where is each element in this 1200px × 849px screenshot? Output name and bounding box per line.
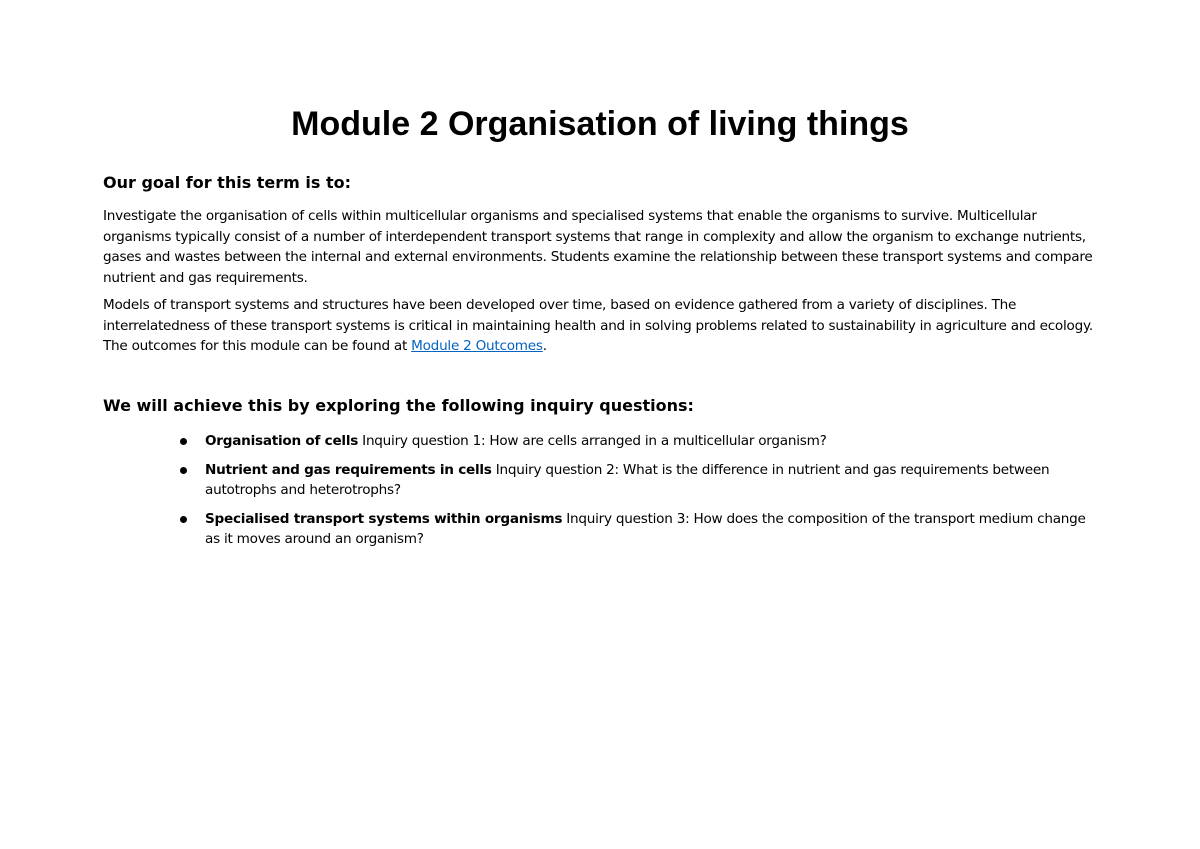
question-text: Inquiry question 3: How does the composition of the transport medium change as it moves around an organism? — [205, 510, 1086, 547]
page-title: Module 2 Organisation of living things — [291, 105, 909, 143]
question-topic: Nutrient and gas requirements in cells — [205, 461, 492, 478]
list-item — [180, 509, 1100, 549]
bullet-icon — [180, 467, 187, 474]
bullet-icon — [180, 438, 187, 445]
goal-paragraph-2 — [103, 295, 1103, 357]
module-2-outcomes-link[interactable]: Module 2 Outcomes — [411, 338, 543, 354]
question-topic: Organisation of cells — [205, 432, 359, 449]
question-text: Inquiry question 1: How are cells arranged in a multicellular organism? — [358, 432, 827, 449]
goal-heading: Our goal for this term is to: — [103, 173, 352, 192]
goal-paragraph-2-end: . — [542, 338, 547, 354]
bullet-icon — [180, 516, 187, 523]
inquiry-questions-list — [103, 431, 1103, 549]
inquiry-questions-heading: We will achieve this by exploring the following inquiry questions: — [103, 395, 694, 415]
goal-paragraph-1: Investigate the organisation of cells within multicellular organisms and specialised systems that enable the organisms to survive. Multicellular organisms typically consist of a number of interdependent transport systems that range in complexity and allow the organism to exchange nutrients, gases and wastes between the internal and external environments. Students examine the relationship between these transport systems and compare nutrient and gas requirements. — [103, 208, 1093, 286]
goal-paragraph-2-text: Models of transport systems and structures have been developed over time, based on evidence gathered from a variety of disciplines. The interrelatedness of these transport systems is critical in maintaining health and in solving problems related to sustainability in agriculture and ecology. The outcomes for this module can be found at — [103, 297, 1093, 354]
document-body — [103, 170, 1103, 558]
list-item — [180, 460, 1100, 500]
list-item — [180, 431, 1100, 451]
question-topic: Specialised transport systems within organisms — [205, 510, 563, 527]
question-text: Inquiry question 2: What is the difference in nutrient and gas requirements between autotrophs and heterotrophs? — [205, 461, 1050, 498]
